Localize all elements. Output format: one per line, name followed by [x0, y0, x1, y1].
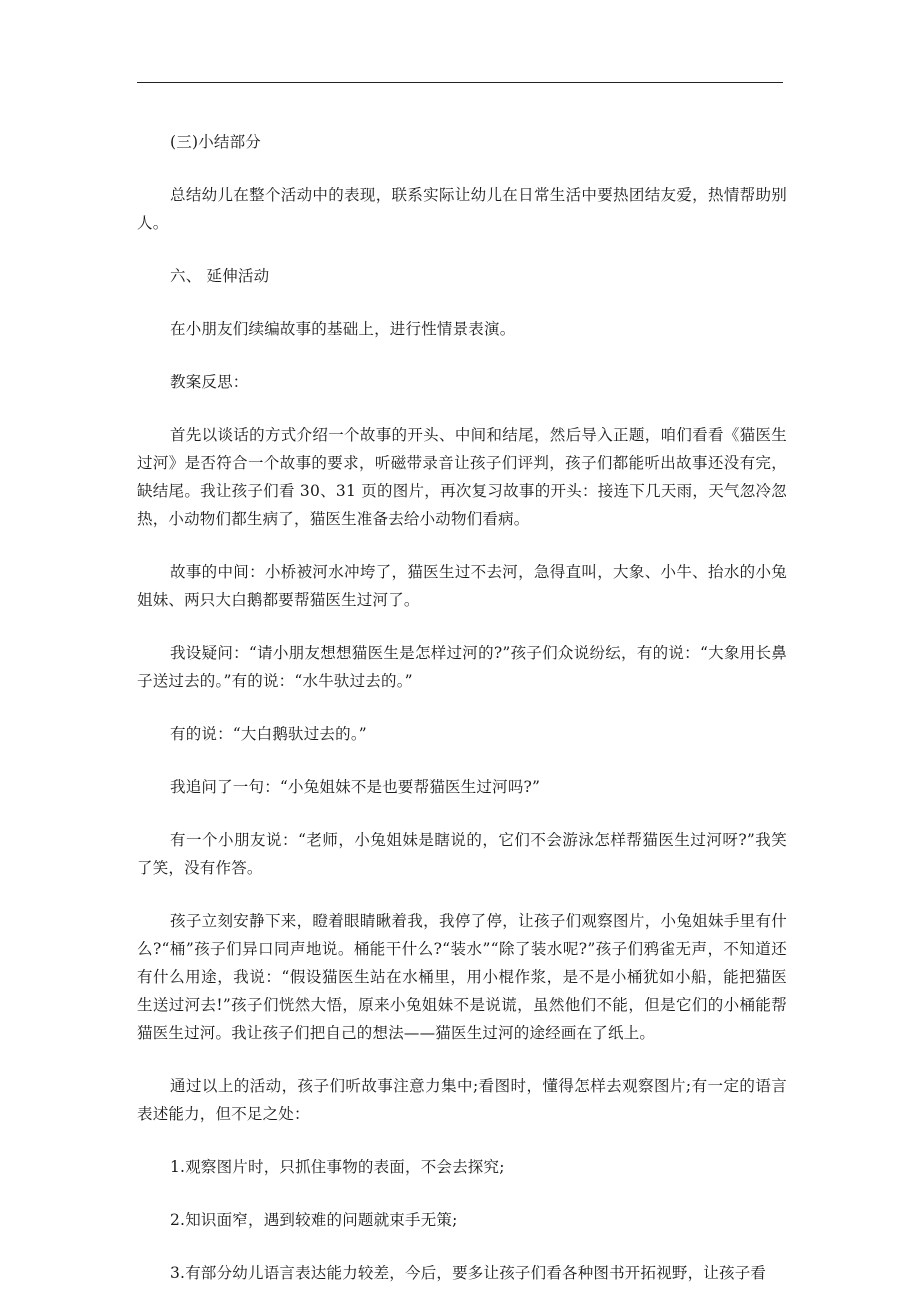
paragraph: 首先以谈话的方式介绍一个故事的开头、中间和结尾，然后导入正题，咱们看看《猫医生过河》是否符合一个故事的要求，听磁带录音让孩子们评判，孩子们都能听出故事还没有完，缺结尾。我让孩子们看 30、31 页的图片，再次复习故事的开头：接连下几天雨，天气忽冷忽热，小动物们都生病了，猫医生准备去给小动物们看病。 [137, 426, 787, 528]
paragraph: 我追问了一句：“小兔姐妹不是也要帮猫医生过河吗?” [170, 778, 541, 796]
list-item: 3.有部分幼儿语言表达能力较差，今后，要多让孩子们看各种图书开拓视野，让孩子看 [170, 1264, 767, 1282]
section-heading-reflection: 教案反思： [170, 373, 249, 391]
section-heading-summary: (三)小结部分 [170, 133, 261, 151]
list-item: 1.观察图片时，只抓住事物的表面，不会去探究; [170, 1158, 505, 1176]
header-rule [137, 82, 783, 83]
paragraph: 通过以上的活动，孩子们听故事注意力集中;看图时，懂得怎样去观察图片;有一定的语言表述能力，但不足之处： [137, 1077, 787, 1123]
paragraph: 总结幼儿在整个活动中的表现，联系实际让幼儿在日常生活中要热团结友爱，热情帮助别人。 [137, 186, 787, 232]
list-item: 2.知识面窄，遇到较难的问题就束手无策; [170, 1211, 458, 1229]
document-body [137, 128, 787, 1287]
paragraph: 在小朋友们续编故事的基础上，进行性情景表演。 [170, 320, 516, 338]
section-heading-extension: 六、 延伸活动 [170, 267, 270, 285]
paragraph: 故事的中间：小桥被河水冲垮了，猫医生过不去河，急得直叫，大象、小牛、抬水的小兔姐妹、两只大白鹅都要帮猫医生过河了。 [137, 563, 787, 609]
paragraph: 孩子立刻安静下来，瞪着眼睛瞅着我，我停了停，让孩子们观察图片，小兔姐妹手里有什么?“桶”孩子们异口同声地说。桶能干什么?“装水”“除了装水呢?”孩子们鸦雀无声，不知道还有什么用途，我说：“假设猫医生站在水桶里，用小棍作浆，是不是小桶犹如小船，能把猫医生送过河去!”孩子们恍然大悟，原来小兔姐妹不是说谎，虽然他们不能，但是它们的小桶能帮猫医生过河。我让孩子们把自己的想法——猫医生过河的途经画在了纸上。 [137, 912, 787, 1042]
paragraph: 我设疑问：“请小朋友想想猫医生是怎样过河的?”孩子们众说纷纭，有的说：“大象用长鼻子送过去的。”有的说：“水牛驮过去的。” [137, 644, 787, 690]
paragraph: 有的说：“大白鹅驮过去的。” [170, 725, 367, 743]
paragraph: 有一个小朋友说：“老师，小兔姐妹是瞎说的，它们不会游泳怎样帮猫医生过河呀?”我笑了笑，没有作答。 [137, 831, 787, 877]
